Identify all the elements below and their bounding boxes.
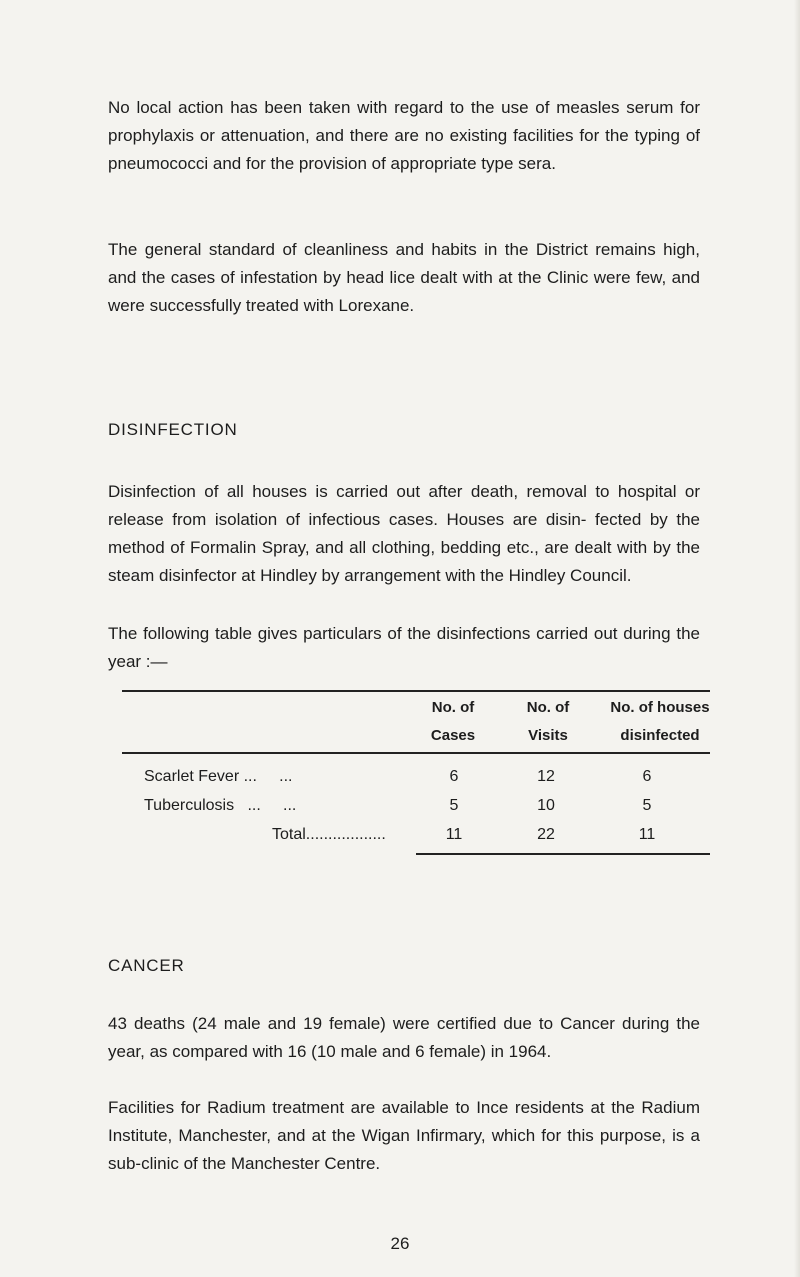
page-edge xyxy=(794,0,800,1277)
col-header-cases: No. of Cases xyxy=(430,699,476,744)
paragraph-measles-serum: No local action has been taken with regard to the use of measles serum for prophylaxis or attenuation, and there are no existing facilities for the typing of pneumococci and for the provision of appropriate type sera. xyxy=(108,98,700,173)
total-cases: 11 xyxy=(445,826,463,843)
page-number: 26 xyxy=(390,1234,410,1253)
paragraph-cleanliness: The general standard of cleanliness and habits in the District remains high, and the cases of infestation by head lice dealt with at the Clinic were few, and were successfully treated with Lorexane. xyxy=(108,240,700,315)
paragraph-cancer-deaths: 43 deaths (24 male and 19 female) were certified due to Cancer during the year, as compared with 16 (10 male and 6 female) in 1964. xyxy=(108,1014,700,1061)
cell-cases: 6 xyxy=(449,768,459,785)
paragraph-table-intro: The following table gives particulars of the disinfections carried out during the year :— xyxy=(108,624,700,671)
row-label: Tuberculosis ... ... xyxy=(144,797,297,814)
cell-visits: 12 xyxy=(537,768,555,785)
cell-houses: 5 xyxy=(642,797,652,814)
cell-houses: 6 xyxy=(642,768,652,785)
heading-disinfection: DISINFECTION xyxy=(108,420,238,439)
col-header-visits: No. of Visits xyxy=(526,699,570,744)
total-visits: 22 xyxy=(537,826,555,843)
table-bottom-rule xyxy=(416,853,710,855)
total-houses: 11 xyxy=(638,826,656,843)
cell-visits: 10 xyxy=(537,797,555,814)
col-header-houses: No. of houses disinfected xyxy=(610,699,710,744)
paragraph-disinfection: Disinfection of all houses is carried out after death, removal to hospital or release from isolation of infectious cases. Houses are disin- fected by the method of Formalin Spray, and all clothing, bedding etc., are dealt with by the steam disinfector at Hindley by arrangement with the Hindley Council. xyxy=(108,482,700,585)
total-label: Total.................. xyxy=(272,826,386,843)
table-top-rule xyxy=(122,690,710,692)
table-header-rule xyxy=(122,752,710,754)
paragraph-radium-facilities: Facilities for Radium treatment are available to Ince residents at the Radium Institute, Manchester, and at the Wigan Infirmary, which for this purpose, is a sub-clinic of the Manchester Centre. xyxy=(108,1098,700,1173)
heading-cancer: CANCER xyxy=(108,956,185,975)
row-label: Scarlet Fever ... ... xyxy=(144,768,293,785)
cell-cases: 5 xyxy=(449,797,459,814)
